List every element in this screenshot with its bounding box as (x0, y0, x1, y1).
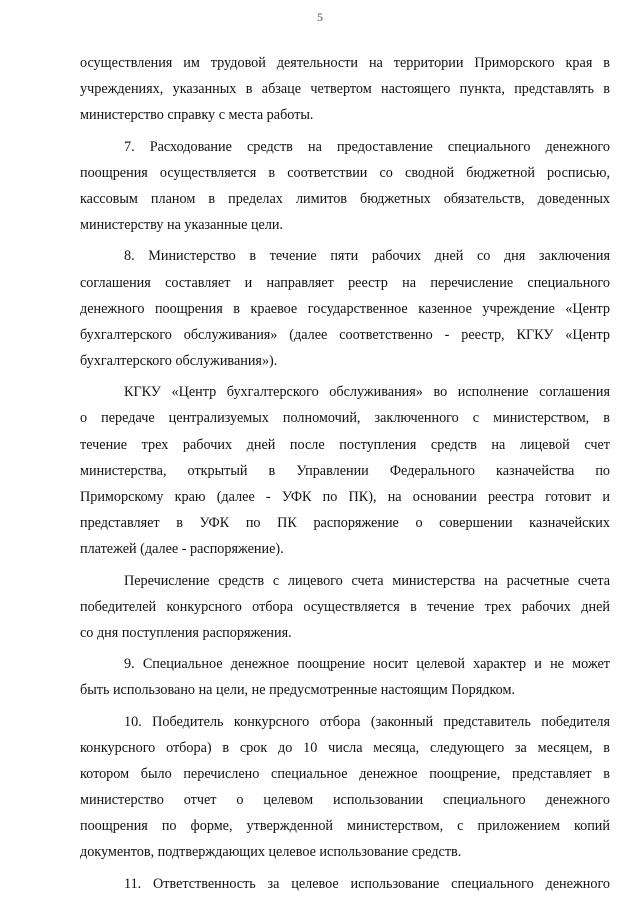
text-line: поощрения по форме, утвержденной министерством, с приложением копий (80, 818, 610, 835)
text-line: документов, подтверждающих целевое использование средств. (80, 844, 462, 861)
text-line: осуществления им трудовой деятельности на территории Приморского края в (80, 55, 610, 71)
paragraph-10 (80, 709, 610, 866)
paragraph-9 (80, 651, 610, 703)
text-line: котором было перечислено специальное денежное поощрение, представляет в (80, 765, 610, 782)
text-line: победителей конкурсного отбора осуществляется в течение трех рабочих дней (80, 598, 610, 615)
text-line: представляет в УФК по ПК распоряжение о совершении казначейских (80, 515, 610, 532)
text-line: 10. Победитель конкурсного отбора (законный представитель победителя (124, 713, 610, 730)
text-line: о передаче централизуемых полномочий, заключенного с министерством, в (80, 410, 610, 427)
text-line: 7. Расходование средств на предоставление специального денежного (124, 138, 610, 155)
paragraph-8 (80, 243, 610, 374)
paragraph-work-certificate (80, 50, 610, 129)
text-line: поощрения осуществляется в соответствии со сводной бюджетной росписью, (80, 164, 610, 181)
paragraph-7 (80, 134, 610, 239)
text-line: учреждениях, указанных в абзаце четвертом настоящего пункта, представлять в (80, 81, 610, 98)
page-number: 5 (317, 10, 323, 24)
text-line: Приморскому краю (далее - УФК по ПК), на основании реестра готовит и (80, 489, 610, 505)
text-line: денежного поощрения в краевое государственное казенное учреждение «Центр (80, 300, 610, 317)
text-line: 9. Специальное денежное поощрение носит целевой характер и не может (124, 656, 610, 673)
text-line: со дня поступления распоряжения. (80, 624, 292, 641)
text-line: министерство справку с места работы. (80, 107, 314, 124)
text-line: 8. Министерство в течение пяти рабочих дней со дня заключения (124, 248, 610, 265)
text-line: министерства, открытый в Управлении Федерального казначейства по (80, 462, 610, 479)
paragraph-kgku (80, 379, 610, 562)
text-line: КГКУ «Центр бухгалтерского обслуживания» во исполнение соглашения (124, 384, 610, 401)
text-line: платежей (далее - распоряжение). (80, 541, 284, 558)
text-line: 11. Ответственность за целевое использование специального денежного (124, 875, 610, 892)
text-line: быть использовано на цели, не предусмотренные настоящим Порядком. (80, 682, 515, 699)
text-line: Перечисление средств с лицевого счета министерства на расчетные счета (124, 572, 610, 589)
document-body (80, 50, 610, 897)
paragraph-11 (80, 871, 610, 897)
text-line: министерству на указанные цели. (80, 217, 284, 234)
text-line: кассовым планом в пределах лимитов бюджетных обязательств, доведенных (80, 190, 610, 207)
text-line: соглашения составляет и направляет реестр на перечисление специального (80, 274, 610, 291)
paragraph-transfer (80, 568, 610, 647)
text-line: бухгалтерского обслуживания» (далее соответственно - реестр, КГКУ «Центр (80, 326, 610, 343)
text-line: бухгалтерского обслуживания»). (80, 353, 278, 370)
text-line: министерство отчет о целевом использовании специального денежного (80, 792, 610, 809)
text-line: течение трех рабочих дней после поступления средств на лицевой счет (80, 436, 610, 453)
text-line: конкурсного отбора) в срок до 10 числа месяца, следующего за месяцем, в (80, 739, 610, 756)
